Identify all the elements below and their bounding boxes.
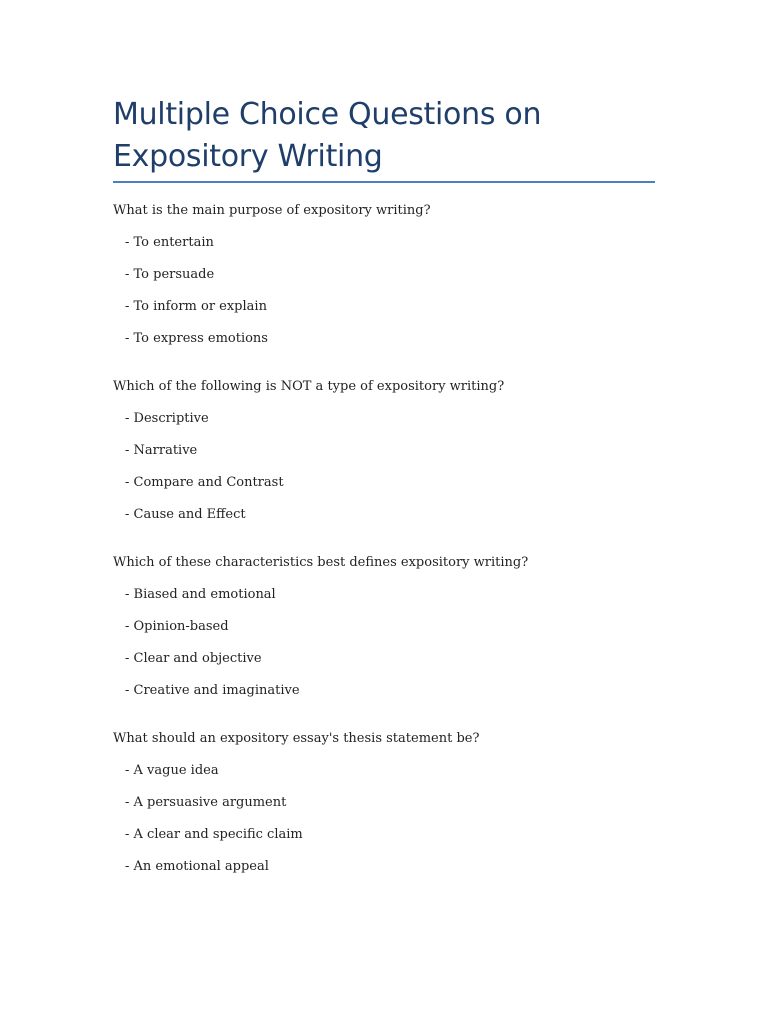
question-block-1 [113, 203, 655, 347]
answer-option: - Clear and objective [125, 651, 262, 666]
question-text: Which of the following is NOT a type of expository writing? [113, 379, 505, 394]
answer-option: - Biased and emotional [125, 587, 276, 602]
answer-option: - Opinion-based [125, 619, 229, 634]
answer-option: - Narrative [125, 443, 198, 458]
answer-option: - To entertain [125, 235, 214, 250]
answer-option: - An emotional appeal [125, 859, 269, 874]
document-title [113, 94, 655, 178]
title-line-1: Multiple Choice Questions on [113, 97, 542, 132]
answer-option: - Descriptive [125, 411, 209, 426]
answer-option: - To inform or explain [125, 299, 267, 314]
question-text: What should an expository essay's thesis statement be? [113, 731, 480, 746]
document-page [113, 94, 655, 907]
question-list [113, 203, 655, 875]
question-text: Which of these characteristics best defines expository writing? [113, 555, 529, 570]
question-text: What is the main purpose of expository writing? [113, 203, 431, 218]
question-block-4 [113, 731, 655, 875]
answer-option: - Cause and Effect [125, 507, 246, 522]
title-underline [113, 181, 655, 183]
question-block-2 [113, 379, 655, 523]
title-line-2: Expository Writing [113, 139, 383, 174]
answer-option: - Compare and Contrast [125, 475, 284, 490]
answer-option: - Creative and imaginative [125, 683, 300, 698]
answer-option: - A persuasive argument [125, 795, 287, 810]
answer-option: - A vague idea [125, 763, 219, 778]
answer-option: - To persuade [125, 267, 215, 282]
answer-option: - To express emotions [125, 331, 268, 346]
question-block-3 [113, 555, 655, 699]
answer-option: - A clear and specific claim [125, 827, 303, 842]
